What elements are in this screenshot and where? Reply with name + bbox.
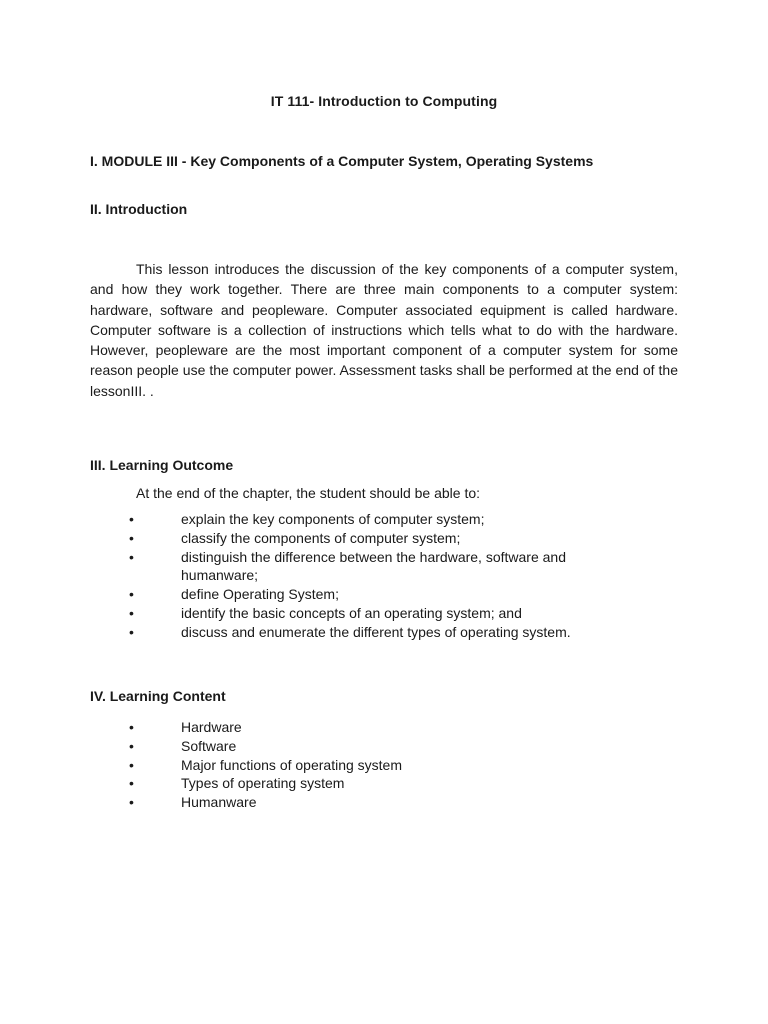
introduction-heading: II. Introduction [90, 201, 188, 217]
list-item [0, 793, 601, 812]
bullet-icon: • [129, 737, 134, 754]
learning-content-heading: IV. Learning Content [90, 688, 226, 704]
list-item [0, 718, 601, 737]
bullet-icon: • [129, 511, 134, 527]
module-heading: I. MODULE III - Key Components of a Computer System, Operating Systems [90, 153, 594, 169]
list-item-text: Hardware [181, 719, 242, 735]
list-item [0, 623, 601, 642]
learning-outcome-heading: III. Learning Outcome [90, 457, 234, 473]
list-item [0, 774, 601, 793]
list-item-text: discuss and enumerate the different types of operating system. [181, 623, 571, 640]
list-item-text: Software [181, 737, 237, 754]
bullet-icon: • [129, 623, 134, 640]
list-item-text: explain the key components of computer system; [181, 511, 485, 527]
bullet-icon: • [129, 756, 134, 773]
list-item [0, 529, 601, 548]
introduction-paragraph: This lesson introduces the discussion of the key components of a computer system, and how they work together. There are three main components to a computer system: hardware, software and peopleware. Computer associated equipment is called hardware. Computer software is a collection of instructions which tells what to do with the hardware. However, peopleware are the most important component of a computer system for some reason people use the computer power. Assessment tasks shall be performed at the end of the lessonIII. . [90, 261, 678, 399]
list-item-text: define Operating System; [181, 586, 339, 603]
learning-outcome-lead: At the end of the chapter, the student should be able to: [136, 485, 481, 501]
list-item [0, 510, 601, 529]
bullet-icon: • [129, 775, 134, 792]
list-item [0, 604, 601, 623]
list-item-text: Major functions of operating system [181, 756, 402, 773]
list-item-text: Types of operating system [181, 775, 345, 792]
list-item [0, 585, 601, 604]
list-item-text: distinguish the difference between the hardware, software and humanware; [181, 548, 566, 584]
bullet-icon: • [129, 719, 134, 735]
list-item [0, 756, 601, 775]
list-item [0, 548, 601, 586]
list-item-text: classify the components of computer system; [181, 529, 461, 546]
bullet-icon: • [129, 529, 134, 546]
document-title: IT 111- Introduction to Computing [270, 93, 498, 109]
bullet-icon: • [129, 586, 134, 603]
list-item [0, 737, 601, 756]
bullet-icon: • [129, 604, 134, 621]
list-item-text: Humanware [181, 794, 257, 811]
bullet-icon: • [129, 548, 134, 565]
list-item-text: identify the basic concepts of an operating system; and [181, 604, 522, 621]
learning-content-list [0, 718, 601, 812]
learning-outcome-list [0, 510, 601, 642]
bullet-icon: • [129, 794, 134, 811]
